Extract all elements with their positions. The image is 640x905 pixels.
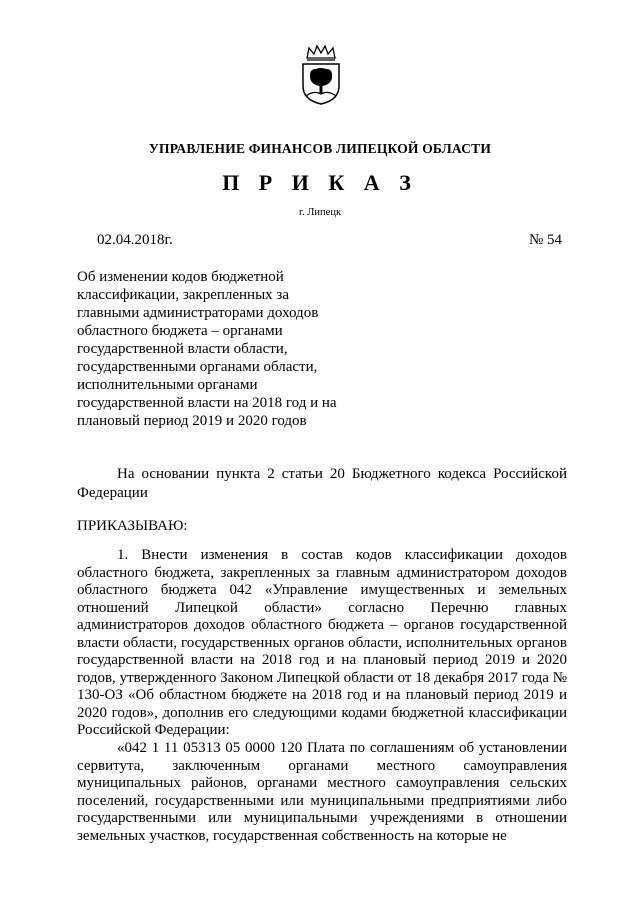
order-keyword: ПРИКАЗЫВАЮ: xyxy=(77,518,188,534)
document-date: 02.04.2018г. xyxy=(97,232,173,248)
order-item-1: 1. Внести изменения в состав кодов классификации доходов областного бюджета, закрепленных за главным администратором доходов областного бюджета 042 «Управление имущественных и земельных отношений Липецкой области» согласно Перечню главных администраторов доходов областного бюджета – органов государственной власти области, государственных органов области, исполнительных органов государственной власти на 2018 год и на плановый период 2019 и 2020 годов, утвержденного Законом Липецкой области от 18 декабря 2017 года № 130-ОЗ «Об областном бюджете на 2018 год и на плановый период 2019 и 2020 годов», дополнив его следующими кодами бюджетной классификации Российской Федерации: xyxy=(77,547,567,738)
lipetsk-coat-of-arms-icon xyxy=(298,44,344,106)
document-subject: Об изменении кодов бюджетной классификации, закрепленных за главными администраторами доходов областного бюджета – органами государственной власти области, государственными органами области, исполнительными органами государственной власти на 2018 год и на плановый период 2019 и 2020 годов xyxy=(77,269,337,429)
legal-basis-paragraph: На основании пункта 2 статьи 20 Бюджетного кодекса Российской Федерации xyxy=(77,466,567,501)
order-item-1-quote: «042 1 11 05313 05 0000 120 Плата по соглашениям об установлении сервитута, заключенным органами местного самоуправления муниципальных районов, органами местного самоуправления сельских поселений, государственными или муниципальными предприятиями либо государственными или муниципальными учреждениями в отношении земельных участков, государственная собственность на которые не xyxy=(77,740,567,844)
document-type-heading: П Р И К А З xyxy=(222,170,418,195)
organization-title: УПРАВЛЕНИЕ ФИНАНСОВ ЛИПЕЦКОЙ ОБЛАСТИ xyxy=(148,141,492,156)
city-label: г. Липецк xyxy=(298,207,342,218)
document-number: № 54 xyxy=(528,232,562,248)
